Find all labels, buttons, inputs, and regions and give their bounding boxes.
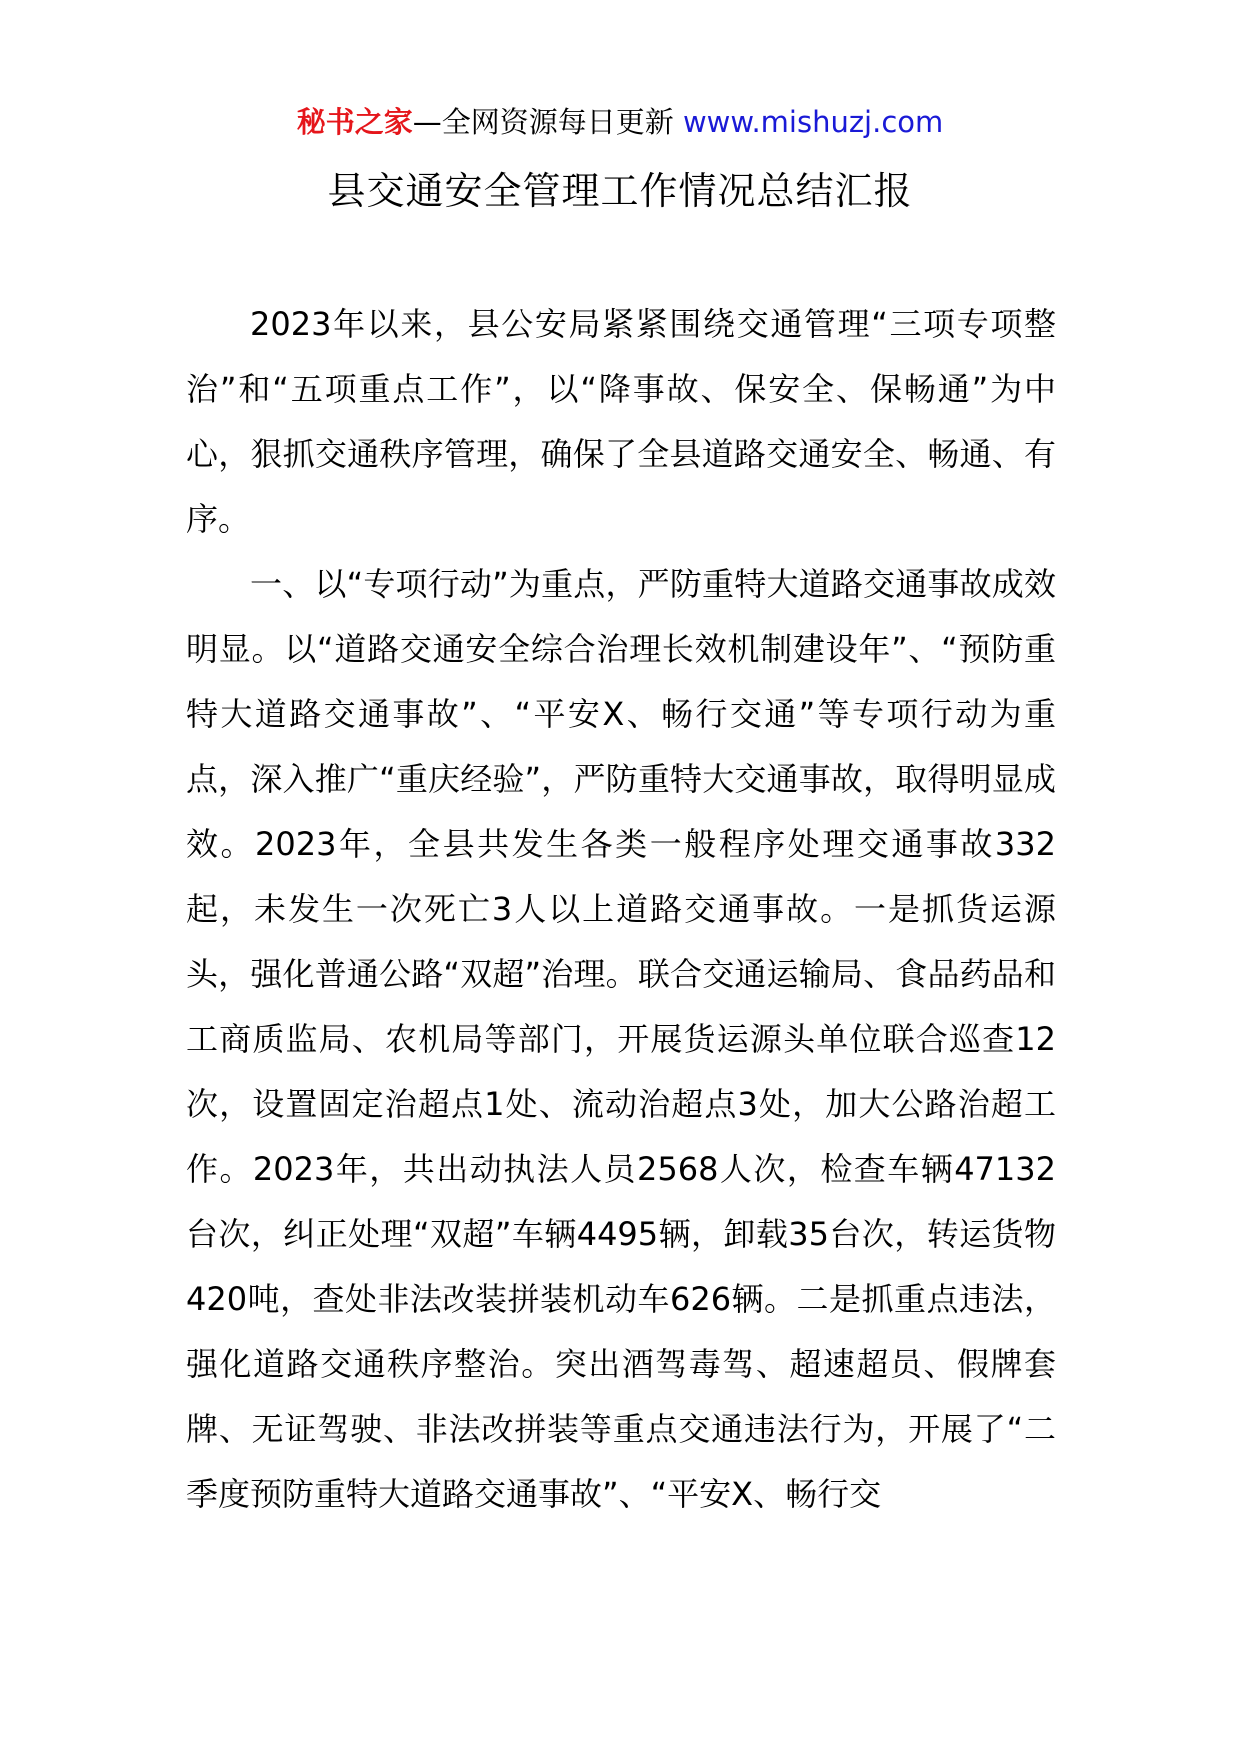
paragraph-section-one: 一、以“专项行动”为重点，严防重特大道路交通事故成效明显。以“道路交通安全综合治理长效机制建设年”、“预防重特大道路交通事故”、“平安X、畅行交通”等专项行动为重点，深入推广“重庆经验”，严防重特大交通事故，取得明显成效。2023年，全县共发生各类一般程序处理交通事故332起，未发生一次死亡3人以上道路交通事故。一是抓货运源头，强化普通公路“双超”治理。联合交通运输局、食品药品和工商质监局、农机局等部门，开展货运源头单位联合巡查12次，设置固定治超点1处、流动治超点3处，加大公路治超工作。2023年，共出动执法人员2568人次，检查车辆47132台次，纠正处理“双超”车辆4495辆，卸载35台次，转运货物420吨，查处非法改装拼装机动车626辆。二是抓重点违法，强化道路交通秩序整治。突出酒驾毒驾、超速超员、假牌套牌、无证驾驶、非法改拼装等重点交通违法行为，开展了“二季度预防重特大道路交通事故”、“平安X、畅行交 — [186, 565, 1056, 1513]
site-url[interactable]: www.mishuzj.com — [682, 105, 944, 139]
brand-name: 秘书之家 — [296, 105, 413, 139]
paragraph-intro: 2023年以来，县公安局紧紧围绕交通管理“三项专项整治”和“五项重点工作”，以“降事故、保安全、保畅通”为中心，狠抓交通秩序管理，确保了全县道路交通安全、畅通、有序。 — [186, 305, 1056, 538]
document-title: 县交通安全管理工作情况总结汇报 — [327, 169, 913, 213]
site-header — [0, 100, 1240, 144]
brand-tagline: —全网资源每日更新 — [412, 105, 683, 139]
document-body — [186, 292, 1056, 1527]
